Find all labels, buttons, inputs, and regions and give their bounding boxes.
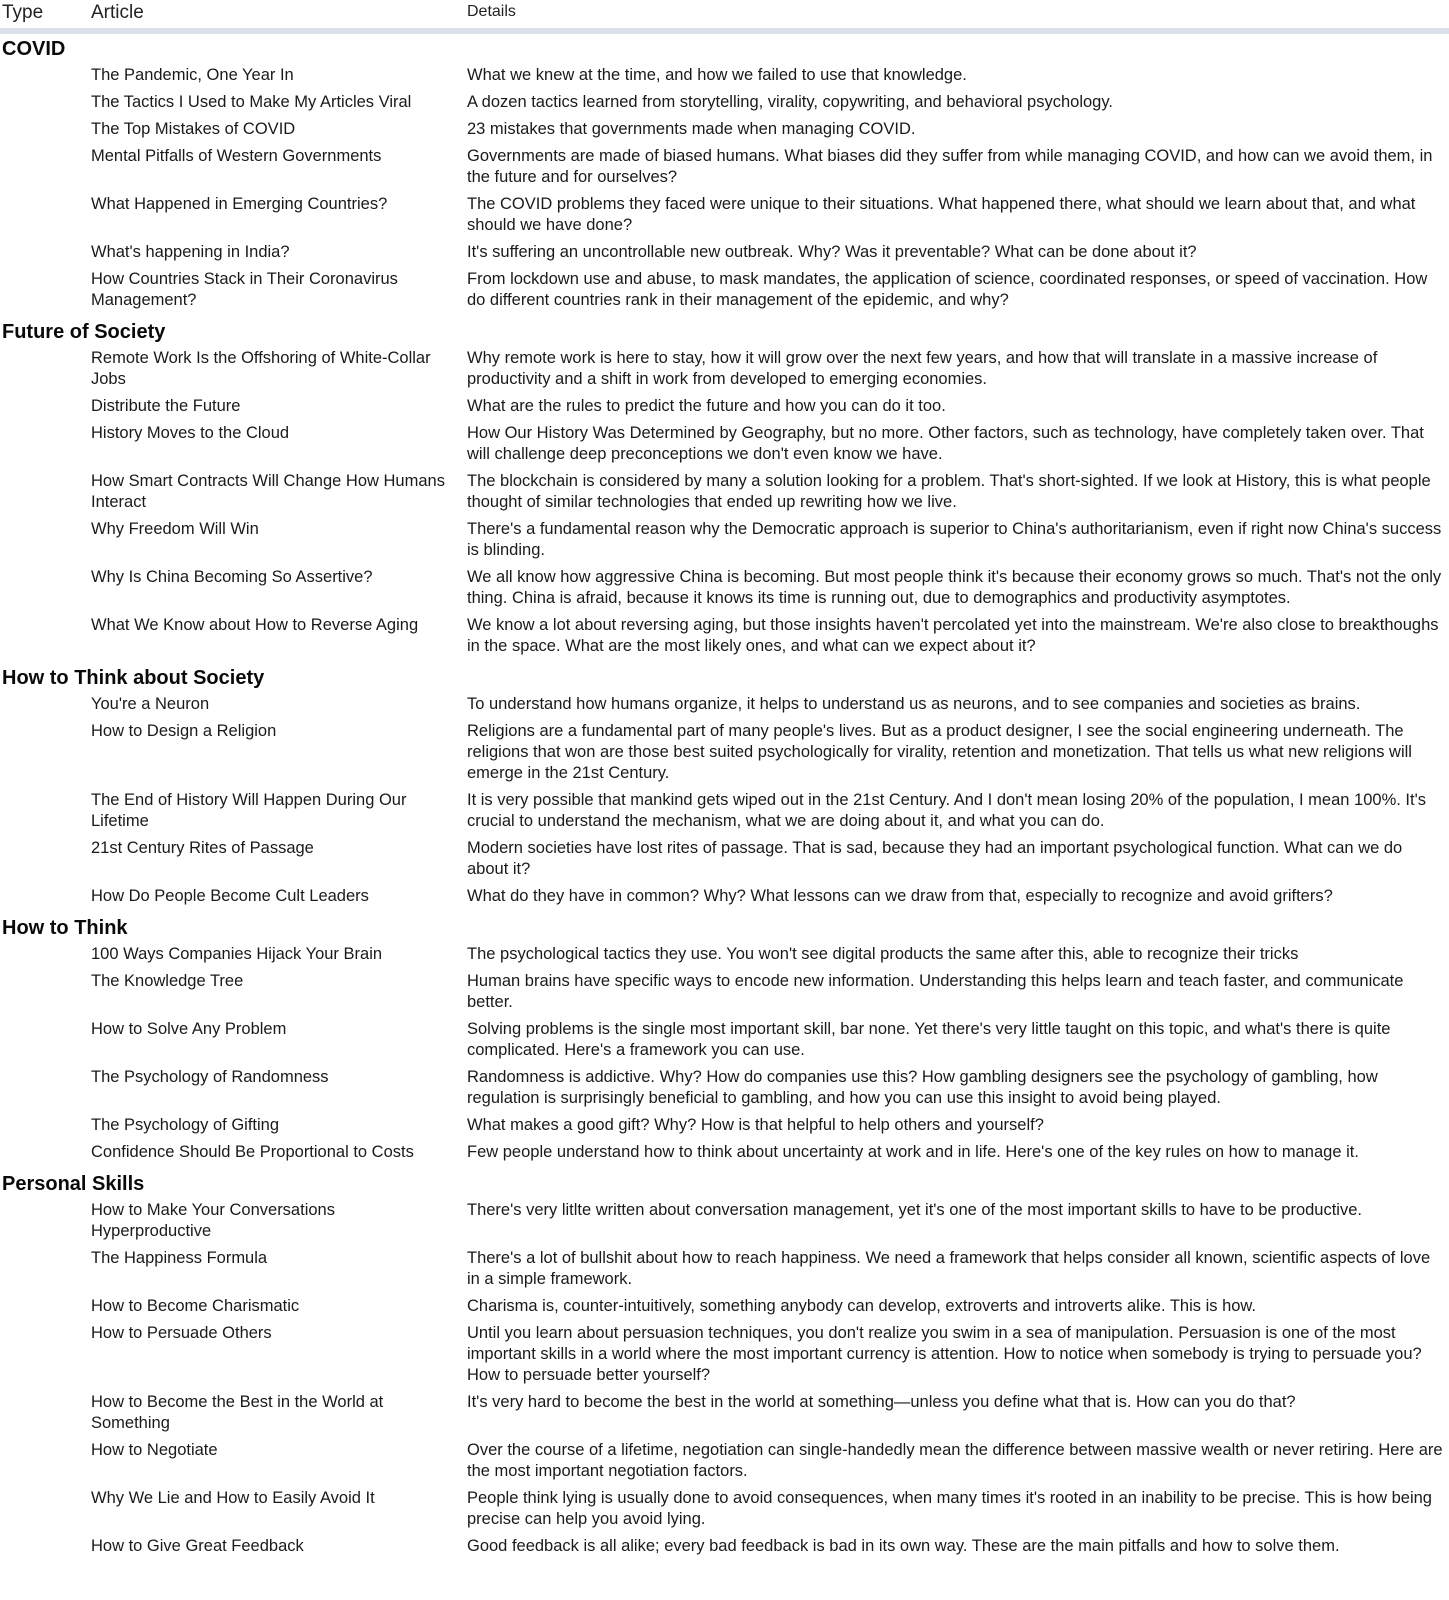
article-title[interactable]: The Tactics I Used to Make My Articles Viral <box>91 93 412 111</box>
article-details: Over the course of a lifetime, negotiation can single-handedly mean the difference between massive wealth or never retiring. Here are the most important negotiation factors. <box>467 1441 1443 1480</box>
article-title[interactable]: How Do People Become Cult Leaders <box>91 887 369 905</box>
table-row <box>0 519 1449 567</box>
article-details: The COVID problems they faced were unique to their situations. What happened there, what should we learn about that, and what should we have done? <box>467 195 1416 234</box>
table-row <box>0 269 1449 317</box>
article-title[interactable]: How Smart Contracts Will Change How Humans Interact <box>91 472 445 511</box>
article-title[interactable]: 100 Ways Companies Hijack Your Brain <box>91 945 383 963</box>
article-title[interactable]: Why Is China Becoming So Assertive? <box>91 568 373 586</box>
table-row <box>0 119 1449 146</box>
article-title[interactable]: History Moves to the Cloud <box>91 424 290 442</box>
article-details: People think lying is usually done to avoid consequences, when many times it's rooted in an inability to be precise. This is how being precise can help you avoid lying. <box>467 1489 1432 1528</box>
article-details: There's very litlte written about conversation management, yet it's one of the most important skills to have to be productive. <box>467 1201 1362 1219</box>
article-title[interactable]: How to Become Charismatic <box>91 1297 300 1315</box>
table-row <box>0 348 1449 396</box>
article-title[interactable]: The Knowledge Tree <box>91 972 244 990</box>
article-title[interactable]: Distribute the Future <box>91 397 241 415</box>
table-row <box>0 790 1449 838</box>
article-details: We all know how aggressive China is becoming. But most people think it's because their economy grows so much. That's not the only thing. China is afraid, because it knows its time is running out, due to demographics and productivity asymptotes. <box>467 568 1442 607</box>
table-row <box>0 567 1449 615</box>
table-row <box>0 471 1449 519</box>
section-title: How to Think about Society <box>2 667 265 689</box>
article-details: Religions are a fundamental part of many people's lives. But as a product designer, I see the social engineering underneath. The religions that won are those best suited psychologically for virality, retention and monetization. That tells us what new religions will emerge in the 21st Century. <box>467 722 1412 782</box>
article-title[interactable]: How to Persuade Others <box>91 1324 272 1342</box>
table-row <box>0 838 1449 886</box>
article-details: 23 mistakes that governments made when managing COVID. <box>467 120 916 138</box>
article-details: Solving problems is the single most important skill, bar none. Yet there's very little taught on this topic, and what's there is quite complicated. Here's a framework you can use. <box>467 1020 1391 1059</box>
article-details: There's a fundamental reason why the Democratic approach is superior to China's authoritarianism, even if right now China's success is blinding. <box>467 520 1442 559</box>
table-header <box>0 0 1449 28</box>
article-title[interactable]: The Psychology of Gifting <box>91 1116 280 1134</box>
article-title[interactable]: How to Negotiate <box>91 1441 218 1459</box>
article-title[interactable]: Confidence Should Be Proportional to Costs <box>91 1143 414 1161</box>
article-title[interactable]: The Happiness Formula <box>91 1249 268 1267</box>
article-title[interactable]: What Happened in Emerging Countries? <box>91 195 388 213</box>
table-row <box>0 971 1449 1019</box>
article-details: It's very hard to become the best in the world at something—unless you define what that is. How can you do that? <box>467 1393 1296 1411</box>
article-title[interactable]: What's happening in India? <box>91 243 290 261</box>
article-details: Few people understand how to think about uncertainty at work and in life. Here's one of the key rules on how to manage it. <box>467 1143 1359 1161</box>
article-title[interactable]: What We Know about How to Reverse Aging <box>91 616 419 634</box>
table-row <box>0 1296 1449 1323</box>
article-details: Until you learn about persuasion techniques, you don't realize you swim in a sea of manipulation. Persuasion is one of the most important skills in a world where the most important currency is attention. How to notice when somebody is trying to persuade you? How to persuade better yourself? <box>467 1324 1422 1384</box>
table-row <box>0 1067 1449 1115</box>
table-row <box>0 1536 1449 1563</box>
table-row <box>0 721 1449 790</box>
table-row <box>0 92 1449 119</box>
table-row <box>0 886 1449 913</box>
table-row <box>0 615 1449 663</box>
table-row <box>0 1488 1449 1536</box>
article-title[interactable]: How Countries Stack in Their Coronavirus Management? <box>91 270 398 309</box>
table-row <box>0 1440 1449 1488</box>
article-details: There's a lot of bullshit about how to reach happiness. We need a framework that helps consider all known, scientific aspects of love in a simple framework. <box>467 1249 1431 1288</box>
article-title[interactable]: 21st Century Rites of Passage <box>91 839 314 857</box>
article-details: What are the rules to predict the future and how you can do it too. <box>467 397 946 415</box>
header-type: Type <box>2 2 44 23</box>
article-details: It is very possible that mankind gets wiped out in the 21st Century. And I don't mean losing 20% of the population, I mean 100%. It's crucial to understand the mechanism, what we are doing about it, and what you can do. <box>467 791 1426 830</box>
table-row <box>0 694 1449 721</box>
article-title[interactable]: How to Design a Religion <box>91 722 277 740</box>
article-title[interactable]: The End of History Will Happen During Our Lifetime <box>91 791 407 830</box>
table-row <box>0 1200 1449 1248</box>
table-row <box>0 65 1449 92</box>
article-details: What makes a good gift? Why? How is that helpful to help others and yourself? <box>467 1116 1044 1134</box>
article-details: Why remote work is here to stay, how it will grow over the next few years, and how that will translate in a massive increase of productivity and a shift in work from developed to emerging economies. <box>467 349 1378 388</box>
header-article: Article <box>91 2 144 23</box>
article-title[interactable]: The Top Mistakes of COVID <box>91 120 296 138</box>
article-details: A dozen tactics learned from storytelling, virality, copywriting, and behavioral psychology. <box>467 93 1113 111</box>
table-row <box>0 146 1449 194</box>
article-details: The blockchain is considered by many a solution looking for a problem. That's short-sighted. If we look at History, this is what people thought of similar technologies that ended up rewriting how we live. <box>467 472 1431 511</box>
section-title: COVID <box>2 38 66 60</box>
article-title[interactable]: Mental Pitfalls of Western Governments <box>91 147 382 165</box>
article-details: Governments are made of biased humans. What biases did they suffer from while managing COVID, and how can we avoid them, in the future and for ourselves? <box>467 147 1433 186</box>
article-details: Good feedback is all alike; every bad feedback is bad in its own way. These are the main pitfalls and how to solve them. <box>467 1537 1340 1555</box>
table-row <box>0 1323 1449 1392</box>
article-details: It's suffering an uncontrollable new outbreak. Why? Was it preventable? What can be done about it? <box>467 243 1197 261</box>
table-row <box>0 1248 1449 1296</box>
article-title[interactable]: You're a Neuron <box>91 695 210 713</box>
table-row <box>0 1392 1449 1440</box>
article-title[interactable]: How to Make Your Conversations Hyperproductive <box>91 1201 335 1240</box>
article-details: Modern societies have lost rites of passage. That is sad, because they had an important psychological function. What can we do about it? <box>467 839 1403 878</box>
article-details: To understand how humans organize, it helps to understand us as neurons, and to see companies and societies as brains. <box>467 695 1361 713</box>
article-details: We know a lot about reversing aging, but those insights haven't percolated yet into the mainstream. We're also close to breakthoughs in the space. What are the most likely ones, and what can we expect about it? <box>467 616 1439 655</box>
article-title[interactable]: How to Solve Any Problem <box>91 1020 287 1038</box>
section-title: Future of Society <box>2 321 166 343</box>
table-row <box>0 242 1449 269</box>
article-title[interactable]: The Psychology of Randomness <box>91 1068 329 1086</box>
article-title[interactable]: The Pandemic, One Year In <box>91 66 294 84</box>
section-title: Personal Skills <box>2 1173 145 1195</box>
header-divider <box>0 28 1449 34</box>
table-row <box>0 1115 1449 1142</box>
article-details: How Our History Was Determined by Geography, but no more. Other factors, such as technology, have completely taken over. That will challenge deep preconceptions we don't even know we have. <box>467 424 1424 463</box>
article-details: From lockdown use and abuse, to mask mandates, the application of science, coordinated responses, or speed of vaccination. How do different countries rank in their management of the epidemic, and why? <box>467 270 1428 309</box>
table-row <box>0 423 1449 471</box>
article-title[interactable]: Remote Work Is the Offshoring of White-Collar Jobs <box>91 349 431 388</box>
article-details: What do they have in common? Why? What lessons can we draw from that, especially to recognize and avoid grifters? <box>467 887 1333 905</box>
article-details: Charisma is, counter-intuitively, something anybody can develop, extroverts and introverts alike. This is how. <box>467 1297 1257 1315</box>
table-row <box>0 1142 1449 1169</box>
article-details: Human brains have specific ways to encode new information. Understanding this helps learn and teach faster, and communicate better. <box>467 972 1404 1011</box>
article-details: Randomness is addictive. Why? How do companies use this? How gambling designers see the psychology of gambling, how regulation is surprisingly beneficial to gambling, and how you can use this insight to avoid being played. <box>467 1068 1378 1107</box>
article-title[interactable]: How to Give Great Feedback <box>91 1537 304 1555</box>
table-row <box>0 1019 1449 1067</box>
header-details: Details <box>467 3 516 20</box>
table-body <box>0 37 1449 1563</box>
article-title[interactable]: Why We Lie and How to Easily Avoid It <box>91 1489 375 1507</box>
article-details: What we knew at the time, and how we failed to use that knowledge. <box>467 66 967 84</box>
table-row <box>0 194 1449 242</box>
table-row <box>0 396 1449 423</box>
article-title[interactable]: Why Freedom Will Win <box>91 520 259 538</box>
section-title: How to Think <box>2 917 128 939</box>
article-title[interactable]: How to Become the Best in the World at Something <box>91 1393 384 1432</box>
table-row <box>0 944 1449 971</box>
article-details: The psychological tactics they use. You won't see digital products the same after this, able to recognize their tricks <box>467 945 1299 963</box>
